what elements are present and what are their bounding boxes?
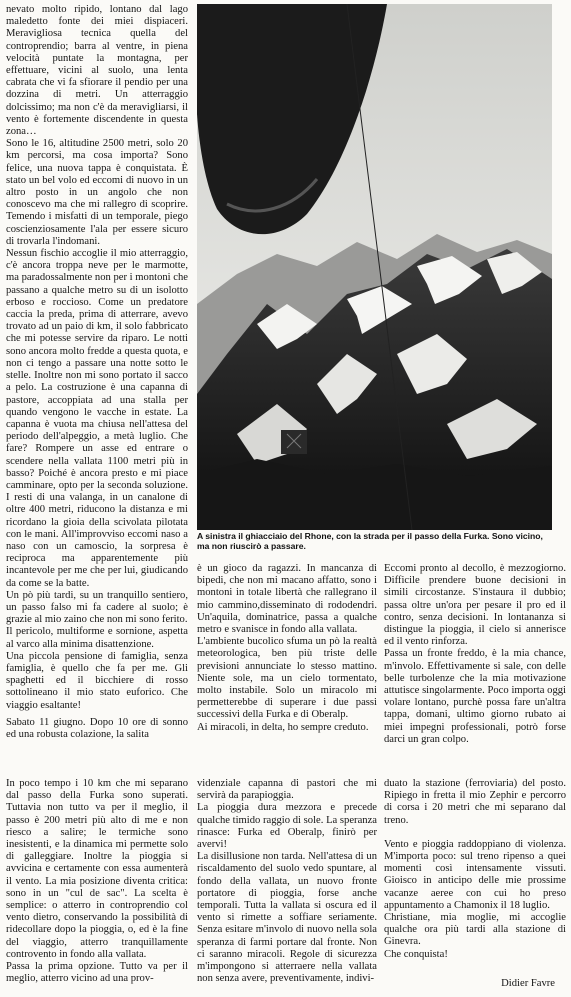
paragraph: Passa la prima opzione. Tutto va per il meglio, atterro vicino ad una prov-	[6, 961, 188, 985]
article-column-left	[6, 4, 188, 759]
paragraph: nevato molto ripido, lontano dal lago maledetto fonte dei miei dispiaceri. Meravigliosa tecnica quella del controprendio; barra al ventre, in piena velocità puntate la montagna, per effettuare, vicini al suolo, una lenta cabrata che vi fa sfiorare il pendio per una dozzina di metri. Un atterraggio dolcissimo; ma non c'è da meravigliarsi, il vento è fortemente discendente in questa zona…	[6, 4, 188, 138]
paragraph: Sabato 11 giugno. Dopo 10 ore di sonno ed una robusta colazione, la salita	[6, 716, 188, 740]
paragraph: Sono le 16, altitudine 2500 metri, solo 20 km percorsi, ma cosa importa? Sono felice, una nuova tappa è conquistata. È stato un bel volo ed eccomi di nuovo in un altro posto in un angolo che non conoscevo ma che mi rallegro di scoprire. Temendo i misfatti di un temporale, piego coscienziosamente l'ala per essere sicuro di trovarla l'indomani.	[6, 138, 188, 247]
paragraph: La pioggia dura mezzora e precede qualche timido raggio di sole. La speranza rinasce: Furka ed Oberalp, finirò per avervi!	[197, 802, 377, 851]
paragraph: Nessun fischio accoglie il mio atterraggio, c'è ancora troppa neve per le marmotte, ma paradossalmente non per i montoni che passano a qualche metro su di un isolotto erboso e roccioso. Come un predatore caccia la preda, prima di atterrare, avevo trovato ad un paio di km, il solo fabbricato che mi potesse servire da riparo. Le notti sono ancora molto fredde a questa quota, e non ci tengo a passare una notte sotto le stelle. Inoltre non mi sono portato il sacco a pelo. La costruzione è una capanna di pastore, accoppiata ad una stalla per quando vengono le vacche in estate. La capanna è vuota ma chiusa nell'attesa del periodo dell'alpeggio, a metà luglio. Che fare? Rompere un asse ed entrare o scendere nella vallata 1100 metri più in basso? Poiché è ancora presto e mi piace camminare, opto per la seconda soluzione. I resti di una valanga, in un canalone di oltre 400 metri, riducono la distanza e mi ricordano la gioia della scivolata pilotata con le mani. All'improvviso eccomi naso a naso con un camoscio, la sorpresa è reciproca ma apparentemente più incantevole per me che per lui, giudicando da come se la batte.	[6, 248, 188, 589]
paragraph: Il pericolo, multiforme e sornione, aspetta al varco alla minima disattenzione.	[6, 626, 188, 650]
photo-mountain-glider	[197, 4, 552, 530]
paragraph: L'ambiente bucolico sfuma un pò la realtà meteorologica, ben più triste delle previsioni annunciate lo stesso mattino. Niente sole, ma un cielo tormentato, molto instabile. Solo un miracolo mi permetterebbe di superare i due passi successivi della Furka e di Oberalp.	[197, 636, 377, 721]
paragraph: è un gioco da ragazzi. In mancanza di bipedi, che non mi macano affatto, sono i montoni in totale libertà che rallegrano il mio cammino,disseminato di rododendri. Un'aquila, dominatrice, passa a qualche metro e svanisce in fondo alla vallata.	[197, 563, 377, 636]
paragraph: Passa un fronte freddo, è la mia chance, m'involo. Effettivamente si sale, con delle belle turbolenze che la mia motivazione attutisce singolarmente. Poco importa oggi volare lontano, purchè possa fare un'altra tappa, domani, ultimo giorno rubato ai miei impegni professionali, potrò forse darci un gran colpo.	[384, 648, 566, 745]
paragraph: Christiane, mia moglie, mi accoglie qualche ora più tardi alla stazione di Ginevra.	[384, 912, 566, 948]
paragraph: duato la stazione (ferroviaria) del posto. Ripiego in fretta il mio Zephir e percorro di corsa i 20 metri che mi separano dal treno.	[384, 778, 566, 826]
paragraph: La disillusione non tarda. Nell'attesa di un riscaldamento del suolo vedo spuntare, al fondo della vallata, un nuovo fronte portatore di pioggia, forse anche temporali. Tutta la vallata si oscura ed il vento si rimette a soffiare seriamente. Senza esitare m'involo di nuovo nella sola speranza di farmi portare dal fronte. Non ci saranno miracoli. Regole di sicurezza m'impongono si atterraere nella vallata non senza avere, preventivamente, indivi-	[197, 851, 377, 985]
photo-caption: A sinistra il ghiacciaio del Rhone, con la strada per il passo della Furka. Sono vicino, ma non riuscirò a passare.	[197, 531, 543, 552]
article-bottom-right	[384, 778, 566, 978]
author-signature: Didier Favre	[501, 978, 555, 989]
paragraph: Vento e pioggia raddoppiano di violenza. M'importa poco: sul treno ripenso a quei momenti così intensamente vissuti. Gioisco in anticipo delle mie prossime vacanze aeree con cui ho preso appuntamento a Chamonix il 18 luglio.	[384, 838, 566, 911]
paragraph: Che conquista!	[384, 948, 448, 960]
paragraph: Eccomi pronto al decollo, è mezzogiorno. Difficile prendere buone decisioni in simili circostanze. S'instaura il dubbio; passa oltre un'ora per pesare il pro ed il contro, senza decisioni. In lontananza si distingue la pioggia, il cielo si annerisce ed il vento rinforza.	[384, 563, 566, 648]
paragraph: Ai miracoli, in delta, ho sempre creduto.	[197, 721, 369, 733]
paragraph: In poco tempo i 10 km che mi separano dal passo della Furka sono superati. Tuttavia non tutto va per il meglio, il passo è 200 metri più alto di me e non riesco a salire; le termiche sono inesistenti, e la dinamica mi permette solo di galleggiare. Inoltre la pioggia si avvicina e certamente con essa aumenterà il vento. La mia posizione diventa critica: sono in un "cul de sac". La scelta è semplice: o atterro in controprendio col vento dietro, conservando la possibilità di ridecollare dopo la pioggia, o, ed è la fine del viaggio, atterro tranquillamente controvento in fondo alla vallata.	[6, 778, 188, 960]
paragraph: Un pò più tardi, su un tranquillo sentiero, un passo falso mi fa cadere al suolo; è grazie al mio zaino che non mi sono ferito.	[6, 589, 188, 626]
paragraph: videnziale capanna di pastori che mi servirà da parapioggia.	[197, 778, 377, 802]
article-bottom-middle	[197, 778, 377, 988]
article-column-right	[384, 563, 566, 771]
article-bottom-left	[6, 778, 188, 988]
article-column-middle	[197, 563, 377, 771]
paragraph: Una piccola pensione di famiglia, senza famiglia, è quello che fa per me. Gli spaghetti ed il bicchiere di rosso sottolineano il mio stato euforico. Che viaggio esaltante!	[6, 650, 188, 711]
